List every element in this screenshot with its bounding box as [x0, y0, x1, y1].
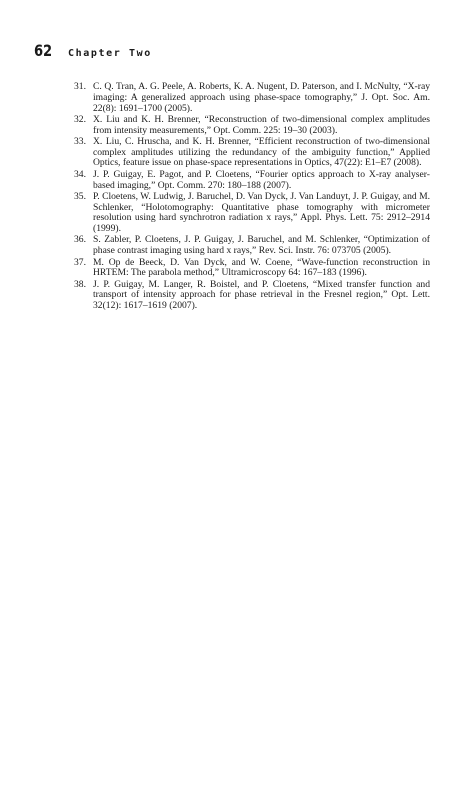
reference-number: 37.: [74, 256, 86, 268]
reference-item: [74, 278, 430, 312]
reference-item: [74, 256, 430, 280]
reference-text: C. Q. Tran, A. G. Peele, A. Roberts, K. A. Nugent, D. Paterson, and I. McNulty, “X-ray imaging: A generalized approach using phase-space tomography,” J. Opt. Soc. Am. 22(8): 1691–1700 (2005).: [93, 81, 430, 114]
reference-text: J. P. Guigay, M. Langer, R. Boistel, and P. Cloetens, “Mixed transfer function and transport of intensity approach for phase retrieval in the Fresnel region,” Opt. Lett. 32(12): 1617–1619 (2007).: [93, 278, 430, 312]
reference-item: [74, 135, 430, 169]
reference-text: X. Liu, C. Hruscha, and K. H. Brenner, “Efficient reconstruction of two-dimensional complex amplitudes utilizing the redundancy of the ambiguity function,” Applied Optics, feature issue on phase-space representations in Optics, 47(22): E1–E7 (2008).: [93, 135, 430, 169]
reference-text: P. Cloetens, W. Ludwig, J. Baruchel, D. Van Dyck, J. Van Landuyt, J. P. Guigay, and M. Schlenker, “Holotomography: Quantitative phase tomography with micrometer resolution using hard synchrotron radiation x rays,” Appl. Phys. Lett. 75: 2912–2914 (1999).: [93, 190, 430, 235]
reference-number: 35.: [74, 190, 86, 202]
reference-item: [74, 81, 430, 114]
page-header: [34, 41, 152, 61]
reference-text: S. Zabler, P. Cloetens, J. P. Guigay, J. Baruchel, and M. Schlenker, “Optimization of phase contrast imaging using hard x rays,” Rev. Sci. Instr. 76: 073705 (2005).: [93, 234, 430, 257]
reference-number: 32.: [74, 113, 86, 125]
reference-item: [74, 190, 430, 235]
reference-text: X. Liu and K. H. Brenner, “Reconstruction of two-dimensional complex amplitudes from intensity measurements,” Opt. Comm. 225: 19–30 (2003).: [93, 113, 430, 136]
reference-text: M. Op de Beeck, D. Van Dyck, and W. Coene, “Wave-function reconstruction in HRTEM: The parabola method,” Ultramicroscopy 64: 167–183 (1996).: [93, 256, 430, 279]
reference-item: [74, 234, 430, 257]
reference-item: [74, 168, 430, 192]
reference-text: J. P. Guigay, E. Pagot, and P. Cloetens, “Fourier optics approach to X-ray analyser-based imaging,” Opt. Comm. 270: 180–188 (2007).: [93, 168, 430, 191]
reference-list: [74, 81, 430, 313]
reference-number: 33.: [74, 135, 86, 147]
page-number: 62: [34, 41, 52, 60]
reference-number: 36.: [74, 234, 86, 246]
chapter-title: Chapter Two: [68, 48, 152, 59]
reference-number: 31.: [74, 81, 86, 92]
reference-number: 34.: [74, 168, 86, 180]
reference-item: [74, 113, 430, 137]
reference-number: 38.: [74, 278, 86, 290]
